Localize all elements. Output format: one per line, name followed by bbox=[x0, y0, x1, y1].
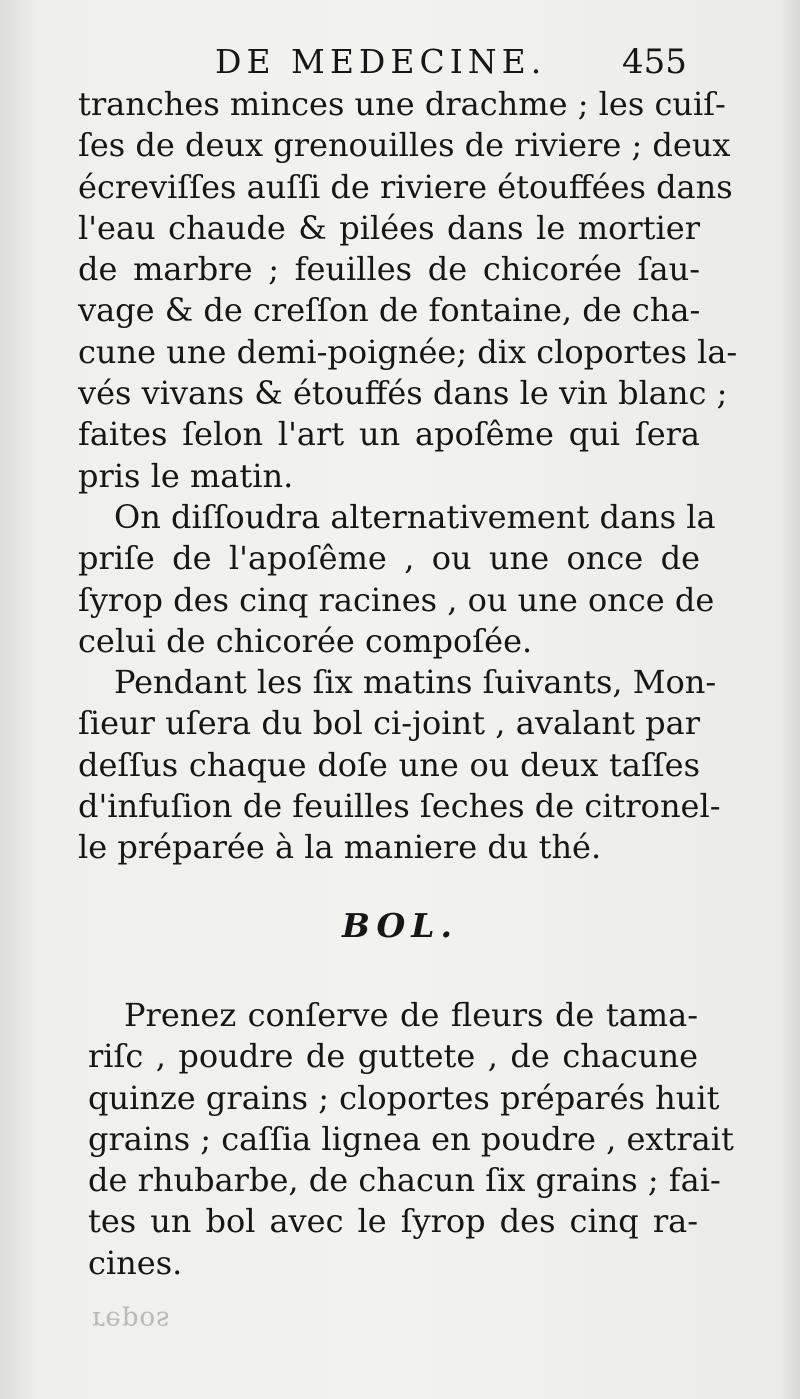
text-line: de rhubarbe, de chacun ſix grains ; fai- bbox=[88, 1161, 721, 1200]
running-title: DE MEDECINE. bbox=[215, 42, 547, 81]
text-line: celui de chicorée compoſée. bbox=[78, 621, 533, 660]
body-text bbox=[78, 84, 738, 869]
text-line: vage & de creſſon de fontaine, de cha- bbox=[78, 291, 701, 330]
text-line: On diſſoudra alternativement dans la bbox=[114, 497, 716, 536]
text-line: tranches minces une drachme ; les cuiſ- bbox=[78, 85, 726, 123]
text-line: pris le matin. bbox=[78, 456, 294, 495]
text-line: de marbre ; feuilles de chicorée ſau- bbox=[78, 250, 700, 289]
text-line: ſieur uſera du bol ci-joint , avalant par bbox=[78, 704, 700, 743]
text-line: cines. bbox=[88, 1243, 183, 1282]
text-line: riſc , poudre de guttete , de chacune bbox=[88, 1037, 698, 1076]
text-line: vés vivans & étouffés dans le vin blanc ; bbox=[78, 374, 728, 413]
text-line: grains ; caſſia lignea en poudre , extrait bbox=[88, 1119, 734, 1158]
text-line: d'infuſion de feuilles ſeches de citronel- bbox=[78, 787, 721, 826]
text-line: quinze grains ; cloportes préparés huit bbox=[88, 1078, 720, 1117]
bleed-through-text: repos bbox=[92, 1305, 171, 1335]
text-line: l'eau chaude & pilées dans le mortier bbox=[78, 208, 700, 247]
text-line: faites ſelon l'art un apoſême qui ſera bbox=[78, 415, 700, 454]
recipe-text bbox=[88, 995, 734, 1284]
text-line: priſe de l'apoſême , ou une once de bbox=[78, 539, 700, 578]
text-line: deſſus chaque doſe une ou deux taſſes bbox=[78, 745, 700, 784]
text-line: ſyrop des cinq racines , ou une once de bbox=[78, 580, 715, 619]
text-line: écreviſſes auſſi de riviere étouffées dans bbox=[78, 167, 733, 206]
text-line: le préparée à la maniere du thé. bbox=[78, 828, 602, 867]
page-number: 455 bbox=[622, 42, 687, 82]
text-line: ſes de deux grenouilles de riviere ; deux bbox=[78, 126, 731, 165]
section-heading: BOL. bbox=[342, 906, 458, 945]
text-line: tes un bol avec le ſyrop des cinq ra- bbox=[88, 1202, 698, 1241]
text-line: Prenez conſerve de fleurs de tama- bbox=[124, 996, 698, 1034]
text-line: cune une demi-poignée; dix cloportes la- bbox=[78, 332, 738, 371]
text-line: Pendant les ſix matins ſuivants, Mon- bbox=[114, 663, 717, 702]
